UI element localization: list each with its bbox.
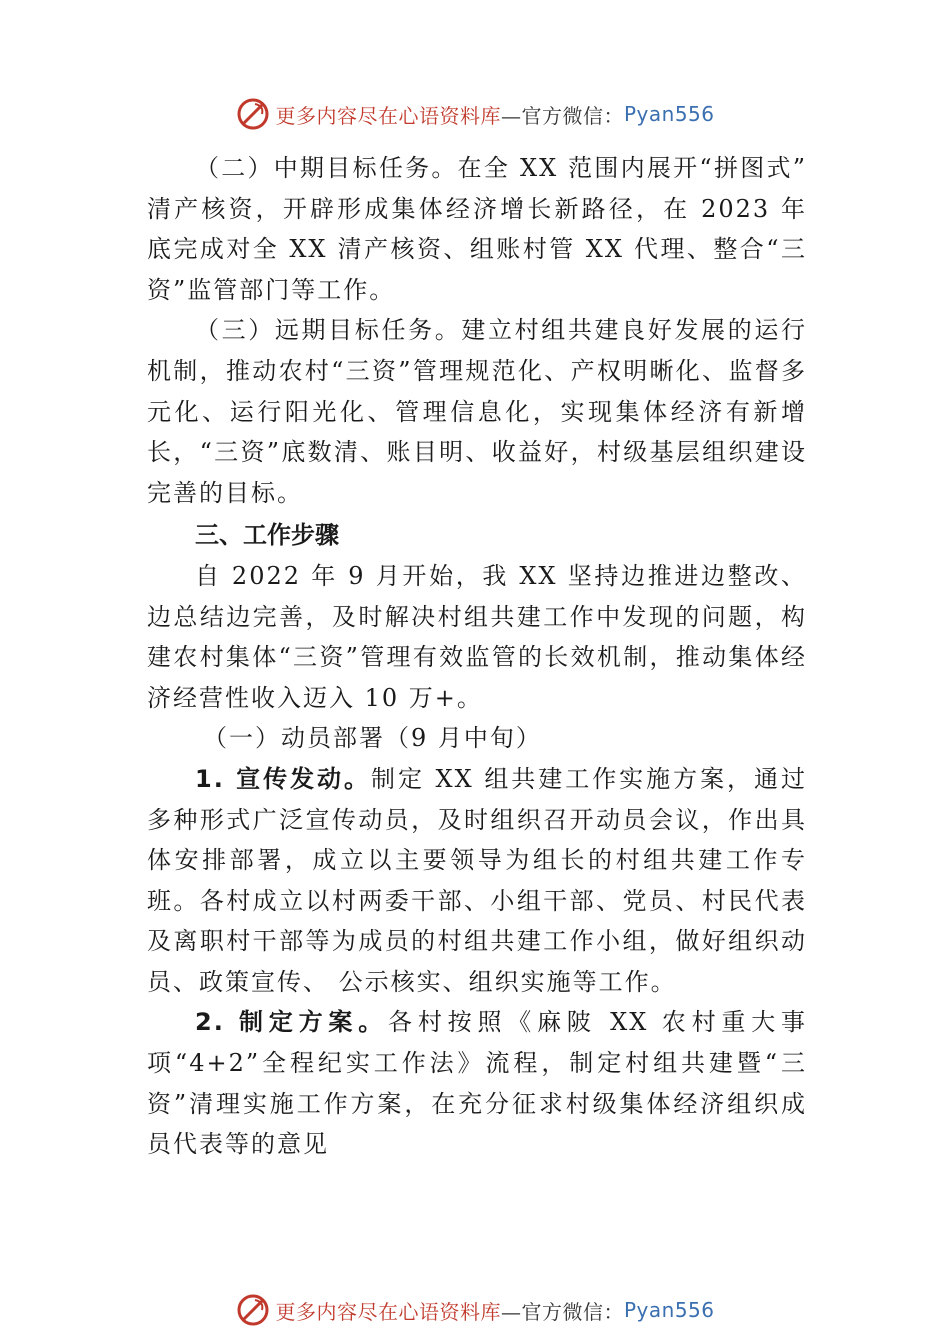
banner-wechat-label: —官方微信： [500, 1299, 624, 1324]
section-heading-text: 三、工作步骤 [195, 521, 339, 550]
paragraph-midterm-goals: （二）中期目标任务。在全 XX 范围内展开“拼图式” 清产核资，开辟形成集体经济增长新路径，在 2023 年底完成对全 XX 清产核资、组账村管 XX 代理、整合“三资”监管部门等工作。 [147, 154, 807, 304]
watermark-banner-top [0, 94, 950, 134]
banner-library-text: 更多内容尽在心语资料库 [275, 1299, 501, 1324]
document-body [147, 148, 807, 1165]
paragraph-publicity [147, 759, 807, 1003]
paragraph-plan [147, 1002, 807, 1164]
paragraph-plan-text: 各村按照《麻陂 XX 农村重大事项“4+2”全程纪实工作法》流程，制定村组共建暨“三资”清理实施工作方案，在充分征求村级集体经济组织成员代表等的意见 [147, 1008, 808, 1159]
watermark-banner-bottom [0, 1290, 950, 1330]
paragraph-publicity-lead: 1. 宣传发动。 [195, 764, 371, 793]
banner-wechat-id: Pyan556 [623, 102, 715, 126]
brand-logo-icon [235, 1292, 271, 1328]
banner-wechat-id: Pyan556 [623, 1298, 715, 1322]
subheading-mobilization: （一）动员部署（9 月中旬） [203, 724, 542, 753]
paragraph-publicity-text: 制定 XX 组共建工作实施方案，通过多种形式广泛宣传动员，及时组织召开动员会议，作出具体安排部署，成立以主要领导为组长的村组共建工作专班。各村成立以村两委干部、小组干部、党员、村民代表及离职村干部等为成员的村组共建工作小组，做好组织动员、政策宣传、 公示核实、组织实施等工作。 [147, 764, 807, 996]
paragraph-longterm-goals: （三）远期目标任务。建立村组共建良好发展的运行机制，推动农村“三资”管理规范化、产权明晰化、监督多元化、运行阳光化、管理信息化，实现集体经济有新增长，“三资”底数清、账目明、收益好，村级基层组织建设完善的目标。 [147, 316, 807, 507]
brand-logo-icon [235, 96, 271, 132]
section-heading-work-steps [147, 515, 807, 556]
banner-library-text: 更多内容尽在心语资料库 [275, 103, 501, 128]
paragraph-work-steps-intro: 自 2022 年 9 月开始，我 XX 坚持边推进边整改、边总结边完善，及时解决村组共建工作中发现的问题，构建农村集体“三资”管理有效监管的长效机制，推动集体经济经营性收入迈入 10 万+。 [147, 561, 807, 712]
paragraph-plan-lead: 2. 制定方案。 [195, 1008, 389, 1037]
banner-wechat-label: —官方微信： [500, 103, 624, 128]
